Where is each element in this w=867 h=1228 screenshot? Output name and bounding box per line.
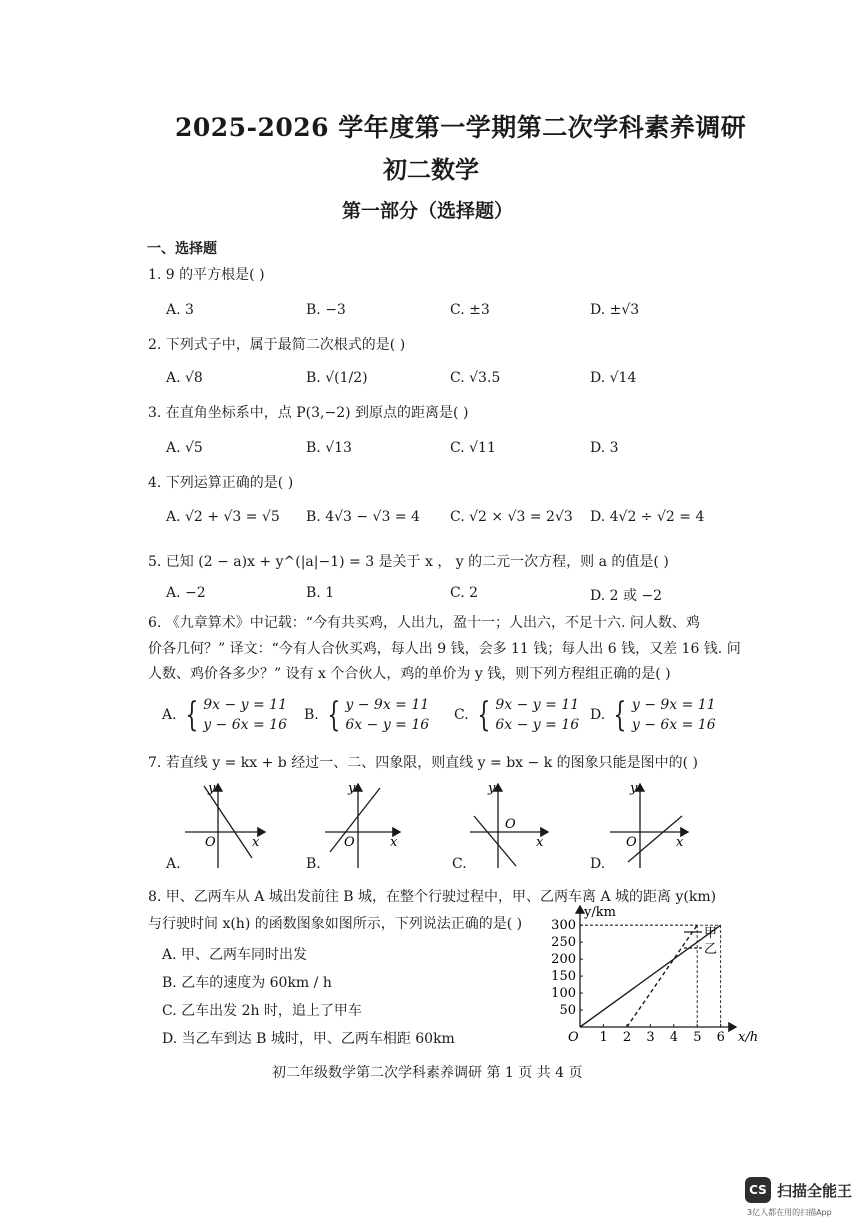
q5-option-c: C. 2	[450, 585, 479, 601]
legend-label: 甲	[704, 926, 718, 941]
q3-option-b: B. √13	[306, 440, 352, 456]
equation: y − 6x = 16	[631, 717, 716, 733]
q1-option-a: A. 3	[166, 302, 194, 318]
y-tick-label: 300	[551, 918, 576, 934]
question-1: 1. 9 的平方根是( )	[148, 267, 265, 283]
q7-graph-d	[588, 778, 708, 874]
q3-option-d: D. 3	[590, 440, 619, 456]
y-tick-label: 150	[551, 969, 576, 985]
y-tick-label: 250	[551, 935, 576, 951]
q2-option-d: D. √14	[590, 370, 637, 386]
q6-option-a: A. { 9x − y = 11 y − 6x = 16	[162, 695, 287, 735]
q5-option-d: D. 2 或 −2	[590, 588, 663, 604]
equation: 6x − y = 16	[345, 717, 430, 733]
equation: y − 9x = 11	[631, 697, 716, 713]
option-label: B.	[304, 707, 319, 723]
x-axis-label: x	[536, 835, 544, 850]
y-tick-label: 100	[551, 986, 576, 1002]
equation: 6x − y = 16	[495, 717, 580, 733]
q5-option-b: B. 1	[306, 585, 335, 601]
question-6-line-3: 人数、鸡价各多少？” 设有 x 个合伙人，鸡的单价为 y 钱，则下列方程组正确的是( )	[148, 666, 671, 682]
x-tick-label: 4	[669, 1030, 679, 1045]
question-2: 2. 下列式子中，属于最简二次根式的是( )	[148, 337, 406, 353]
q4-option-c: C. √2 × √3 = 2√3	[450, 509, 573, 525]
q4-option-a: A. √2 + √3 = √5	[166, 509, 280, 525]
option-label: C.	[454, 707, 469, 723]
page-footer: 初二年级数学第二次学科素养调研 第 1 页 共 4 页	[272, 1065, 583, 1081]
question-5: 5. 已知 (2 − a)x + y^(|a|−1) = 3 是关于 x ， y 的二元一次方程，则 a 的值是( )	[148, 554, 669, 570]
x-axis-label: x/h	[738, 1030, 759, 1045]
section-heading: 一、选择题	[147, 241, 217, 257]
origin-label: O	[205, 835, 216, 850]
q7-option-d: D.	[590, 856, 606, 872]
scanner-app-name: 扫描全能王	[777, 1182, 853, 1200]
equation: 9x − y = 11	[203, 697, 287, 713]
question-6-line-2: 价各几何？” 译文：“今有人合伙买鸡，每人出 9 钱，会多 11 钱；每人出 6 钱，又差 16 钱. 问	[148, 641, 741, 657]
y-axis-label: y/km	[584, 905, 616, 920]
y-tick-label: 200	[551, 952, 576, 968]
question-8-line-1: 8. 甲、乙两车从 A 城出发前往 B 城，在整个行驶过程中，甲、乙两车离 A 城的距离 y(km)	[148, 889, 717, 905]
question-6-line-1: 6. 《九章算术》中记载：“今有共买鸡，人出九，盈十一；人出六，不足十六. 问人数、鸡	[148, 615, 700, 631]
q3-option-a: A. √5	[166, 440, 203, 456]
legend-label: 乙	[704, 942, 718, 957]
equation: y − 6x = 16	[203, 717, 287, 733]
q2-option-a: A. √8	[166, 370, 203, 386]
q7-option-c: C.	[452, 856, 467, 872]
q8-option-d: D. 当乙车到达 B 城时，甲、乙两车相距 60km	[162, 1031, 455, 1047]
x-axis-label: x	[252, 835, 260, 850]
equation: 9x − y = 11	[495, 697, 580, 713]
question-4: 4. 下列运算正确的是( )	[148, 475, 294, 491]
graph-line	[330, 788, 380, 852]
q1-option-b: B. −3	[306, 302, 346, 318]
x-tick-label: 5	[693, 1030, 702, 1045]
y-tick-label: 50	[559, 1003, 576, 1019]
y-axis-label: y	[488, 781, 496, 796]
x-tick-label: 3	[646, 1030, 655, 1045]
origin-label: O	[568, 1030, 579, 1045]
y-axis-label: y	[630, 781, 638, 796]
q2-option-b: B. √(1/2)	[306, 370, 368, 386]
series-line-2	[627, 925, 697, 1027]
origin-label: O	[505, 817, 516, 832]
q8-option-c: C. 乙车出发 2h 时，追上了甲车	[162, 1003, 362, 1019]
q4-option-d: D. 4√2 ÷ √2 = 4	[590, 509, 705, 525]
subject-title: 初二数学	[383, 155, 479, 184]
question-7: 7. 若直线 y = kx + b 经过一、二、四象限，则直线 y = bx − k 的图象只能是图中的( )	[148, 755, 699, 771]
q1-option-c: C. ±3	[450, 302, 490, 318]
scanner-logo: CS	[745, 1177, 771, 1203]
q5-option-a: A. −2	[166, 585, 206, 601]
y-axis-label: y	[348, 781, 356, 796]
series-line-1	[580, 925, 721, 1027]
q8-option-b: B. 乙车的速度为 60km / h	[162, 975, 332, 991]
x-tick-label: 6	[716, 1030, 725, 1045]
q8-distance-time-chart	[542, 900, 759, 1050]
question-8-line-2: 与行驶时间 x(h) 的函数图象如图所示，下列说法正确的是( )	[148, 916, 523, 932]
q8-option-a: A. 甲、乙两车同时出发	[162, 947, 308, 963]
question-3: 3. 在直角坐标系中，点 P(3,−2) 到原点的距离是( )	[148, 405, 469, 421]
x-axis-label: x	[390, 835, 398, 850]
x-axis-label: x	[676, 835, 684, 850]
scanner-watermark	[745, 1177, 855, 1223]
origin-label: O	[344, 835, 355, 850]
q2-option-c: C. √3.5	[450, 370, 501, 386]
y-axis-label: y	[208, 781, 216, 796]
x-tick-label: 1	[599, 1030, 608, 1045]
q6-option-c: C. { 9x − y = 11 6x − y = 16	[454, 695, 580, 735]
q3-option-c: C. √11	[450, 440, 496, 456]
origin-label: O	[626, 835, 637, 850]
scanner-slogan: 3亿人都在用的扫描App	[747, 1208, 832, 1217]
option-label: A.	[162, 707, 177, 723]
q7-option-a: A.	[166, 856, 181, 872]
q6-option-b: B. { y − 9x = 11 6x − y = 16	[304, 695, 430, 735]
q4-option-b: B. 4√3 − √3 = 4	[306, 509, 420, 525]
part-title: 第一部分（选择题）	[342, 200, 514, 222]
q1-option-d: D. ±√3	[590, 302, 640, 318]
option-label: D.	[590, 707, 606, 723]
q6-option-d: D. { y − 9x = 11 y − 6x = 16	[590, 695, 716, 735]
x-tick-label: 2	[622, 1030, 632, 1045]
q7-option-b: B.	[306, 856, 321, 872]
equation: y − 9x = 11	[345, 697, 430, 713]
exam-title: 2025-2026 学年度第一学期第二次学科素养调研	[175, 113, 747, 142]
